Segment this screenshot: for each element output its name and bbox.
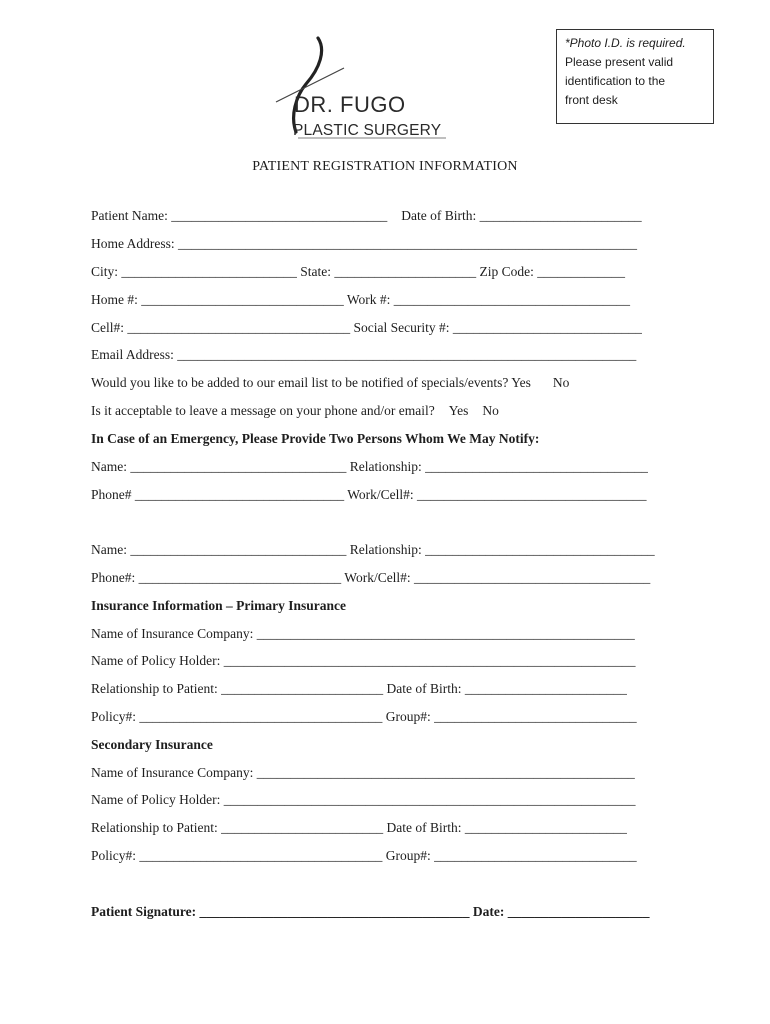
cell-row <box>91 318 691 338</box>
phone-row <box>91 290 691 310</box>
date-of-birth-field[interactable]: Date of Birth: ________________________ <box>401 208 642 223</box>
practice-logo <box>268 36 453 146</box>
email-list-yes-option[interactable]: Yes <box>511 375 531 390</box>
state-field[interactable]: State: _____________________ <box>300 264 477 279</box>
home-phone-field[interactable]: Home #: ______________________________ <box>91 292 344 307</box>
ec2-relationship-field[interactable]: Relationship: __________________________________ <box>349 542 655 557</box>
patient-name-field[interactable]: Patient Name: ________________________________ <box>91 208 388 223</box>
logo-practice-name: PLASTIC SURGERY <box>293 122 442 139</box>
ins2-policy-field[interactable]: Policy#: ____________________________________ <box>91 848 383 863</box>
emergency-contact-1-phone-row <box>91 485 691 505</box>
ins2-relationship-field[interactable]: Relationship to Patient: ________________________ <box>91 820 384 835</box>
ec1-phone-field[interactable]: Phone# _______________________________ <box>91 487 345 502</box>
ins2-holder-row <box>91 790 691 810</box>
message-yes-option[interactable]: Yes <box>448 403 469 418</box>
city-field[interactable]: City: __________________________ <box>91 264 297 279</box>
email-list-question: Would you like to be added to our email list to be notified of specials/events? <box>91 375 509 390</box>
notice-line-3: identification to the <box>565 74 666 88</box>
email-row <box>91 345 691 365</box>
ec1-work-cell-field[interactable]: Work/Cell#: __________________________________ <box>347 487 647 502</box>
notice-line-4: front desk <box>565 93 618 107</box>
emergency-heading: In Case of an Emergency, Please Provide Two Persons Whom We May Notify: <box>91 431 540 446</box>
ins1-policy-field[interactable]: Policy#: ____________________________________ <box>91 709 383 724</box>
ins1-company-field[interactable]: Name of Insurance Company: ________________________________________________________ <box>91 626 635 641</box>
ins1-company-row <box>91 624 691 644</box>
ins1-relationship-row <box>91 679 691 699</box>
city-row <box>91 262 691 282</box>
ins1-group-field[interactable]: Group#: ______________________________ <box>385 709 637 724</box>
ins1-policy-row <box>91 707 691 727</box>
notice-line-1: *Photo I.D. is required. <box>565 36 686 50</box>
form-title: PATIENT REGISTRATION INFORMATION <box>252 159 518 174</box>
ec1-relationship-field[interactable]: Relationship: _________________________________ <box>349 459 648 474</box>
email-list-row <box>91 373 691 393</box>
email-list-no-option[interactable]: No <box>552 375 570 390</box>
photo-id-notice <box>556 29 714 124</box>
ec2-work-cell-field[interactable]: Work/Cell#: ___________________________________ <box>344 570 651 585</box>
emergency-contact-1-row <box>91 457 691 477</box>
home-address-field[interactable]: Home Address: ____________________________________________________________________ <box>91 236 637 251</box>
logo-doctor-name: DR. FUGO <box>294 92 406 117</box>
ins1-relationship-field[interactable]: Relationship to Patient: ________________________ <box>91 681 384 696</box>
ins2-relationship-row <box>91 818 691 838</box>
home-address-row <box>91 234 691 254</box>
message-no-option[interactable]: No <box>482 403 499 418</box>
ec1-name-field[interactable]: Name: ________________________________ <box>91 459 347 474</box>
ec2-name-field[interactable]: Name: ________________________________ <box>91 542 347 557</box>
cell-phone-field[interactable]: Cell#: _________________________________ <box>91 320 351 335</box>
ins2-policy-row <box>91 846 691 866</box>
ins2-company-row <box>91 763 691 783</box>
ins1-holder-row <box>91 651 691 671</box>
email-address-field[interactable]: Email Address: ____________________________________________________________________ <box>91 347 637 362</box>
patient-signature-field[interactable]: Patient Signature: ________________________________________ <box>91 904 470 919</box>
emergency-contact-2-row <box>91 540 691 560</box>
signature-date-field[interactable]: Date: _____________________ <box>472 904 650 919</box>
emergency-contact-2-phone-row <box>91 568 691 588</box>
ins2-holder-field[interactable]: Name of Policy Holder: _____________________________________________________________ <box>91 792 636 807</box>
patient-name-row <box>91 206 691 226</box>
signature-row <box>91 902 691 922</box>
ec2-phone-field[interactable]: Phone#: ______________________________ <box>91 570 342 585</box>
ins1-dob-field[interactable]: Date of Birth: ________________________ <box>386 681 627 696</box>
secondary-insurance-heading: Secondary Insurance <box>91 737 213 752</box>
message-question: Is it acceptable to leave a message on your phone and/or email? <box>91 403 435 418</box>
message-row <box>91 401 691 421</box>
zip-code-field[interactable]: Zip Code: _____________ <box>479 264 626 279</box>
primary-insurance-heading: Insurance Information – Primary Insurance <box>91 598 346 613</box>
ins1-holder-field[interactable]: Name of Policy Holder: _____________________________________________________________ <box>91 653 636 668</box>
notice-line-2: Please present valid <box>565 55 674 69</box>
ins2-dob-field[interactable]: Date of Birth: ________________________ <box>386 820 627 835</box>
social-security-field[interactable]: Social Security #: ____________________________ <box>353 320 642 335</box>
ins2-group-field[interactable]: Group#: ______________________________ <box>385 848 637 863</box>
work-phone-field[interactable]: Work #: ___________________________________ <box>346 292 631 307</box>
ins2-company-field[interactable]: Name of Insurance Company: ________________________________________________________ <box>91 765 635 780</box>
